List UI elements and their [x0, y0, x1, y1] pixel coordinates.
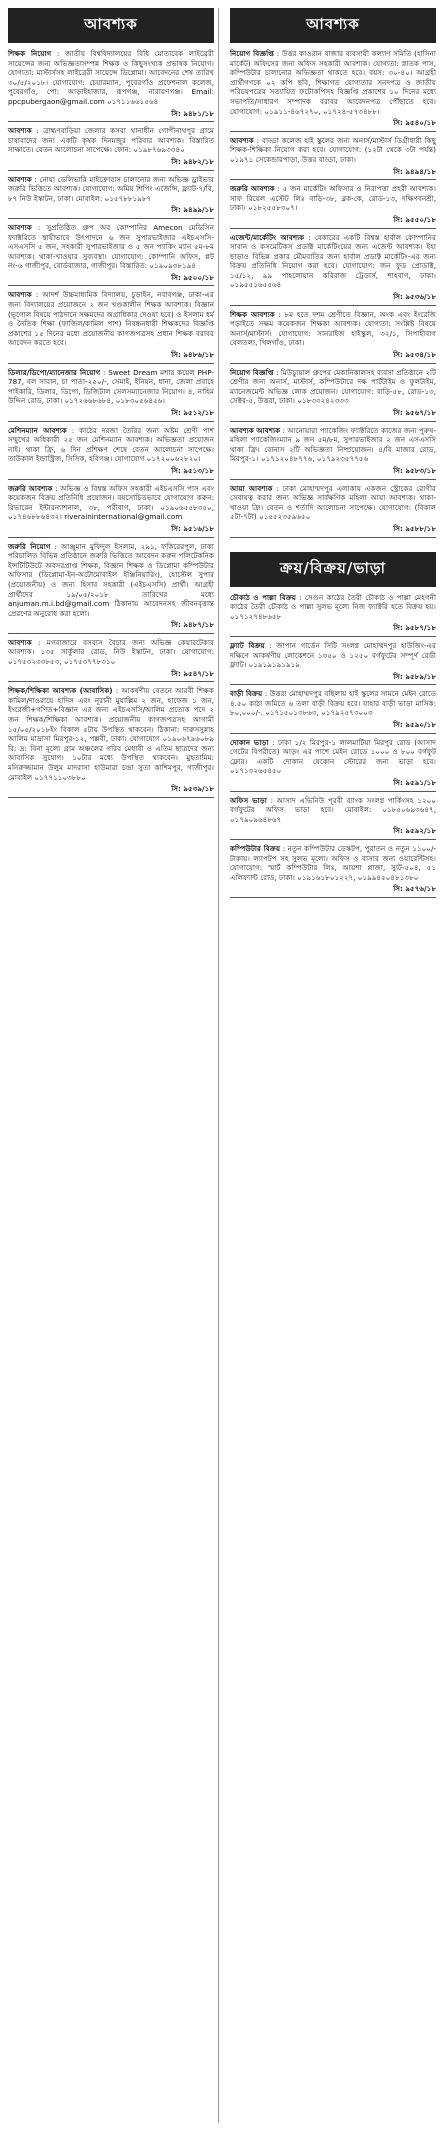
ad-text: বেকারের একটি বিশ্বস্ত হার্বাল কোম্পানির সাবান ও কসমেটিকস প্রডাক্ট মার্কেটিংয়ের জন্য এজেন্ট আবশ্যক। ইহা ছাড়াও বিভিন্ন প্রকার মৌমবাতির জন্য হার্বাল প্রডাক্ট মার্কেটিং-এর জন্য বিক্রয় প্রতিনিধি নিয়োগ করা হবে। যোগাযোগ: জন ফুড প্রোডাক্ট, ১৫/১২, ৯৯ পাহলোয়ান কবিরাজ ট্রেডার্স, শাহবাগ, ঢাকা। ০১৯৫৫১৬৫৫৬৪ — [230, 232, 436, 290]
classified-ad — [8, 484, 214, 538]
ad-separator — [230, 791, 436, 792]
ad-text: আনোয়ারা প্যাকেজিং ফ্যাক্টরিতে কাজের জন্য পুরুষ-মহিলা প্যাকেজিংম্যান ৯ জন ৫ম/৮ম, সুপারভাইজার ২ জন এসএসসি থাকা ফ্রি। বোনাস ২টি অভিজ্ঞতা নিষ্প্রয়োজন। ৪/বি মাজার রোড, মিরপুর-১। ০১৭১২০৪৮৭৭৬, ০১৭৯২৩৫৭৭৫৬ — [230, 425, 436, 464]
ad-body: জরুরি নিয়োগ : আঞ্জুমান মুফিদুল ইসলাম, ২৯১, ফকিরেরপুল, ঢাকা পরিচালিত বিভিন্ন প্রতিষ্ঠানে জরুরি ভিত্তিতে আবেদন করুন পলিটেকনিক ইন্সটিটিউটে অবসরপ্রাপ্ত শিক্ষক, বিজ্ঞান শিক্ষক ও ডিপ্লোমা কম্পিউটার অফিসার (ডিপ্লোমা-ইন-অটোমোবাইল ইঞ্জিনিয়ারিং), হোস্টেল সুপার (প্রয়োজনীয়) ও জন্য হিসাব সহকারী (এইচএসসি) প্রার্থী। আগ্রহী প্রার্থীদের ১৯/০৫/২০১৮ তারিখের মধ্যে anjuman.m.i.bd@gmail.com ঠিকানায় আবেদনসহ জীবনবৃত্তান্ত প্রেরণের অনুরোধ করা হলো। — [8, 541, 214, 618]
ad-reference: সি: ৯৫০০/১৮ — [171, 272, 214, 282]
ad-title: শিক্ষক নিয়োগ — [8, 49, 52, 58]
ad-separator — [230, 179, 436, 180]
ad-body: শিক্ষক আবশ্যক : ৮ম হতে দশম শ্রেণীতে বিজ্ঞান, অংক এবং ইংরেজি পড়াইতে সক্ষম কয়েকজন শিক্ষকা আবশ্যক। যোগ্যতা: সংশ্লিষ্ট বিষয়ে অনার্স/মাস্টার্স। যোগাযোগ: সানরাইজ হাইস্কুল, ৩২/১, সিপাহীবাগ বেলতলা, খিলগাঁও, ঢাকা। — [230, 309, 436, 348]
ad-body: চৌকাঠ ও পাল্লা বিক্রয় : সেগুন কাঠের তৈরী চৌকাঠ ও পাল্লা মেহগনী কাঠের তৈরী চৌকাঠ ও পাল্লা সুলভ মূল্যে নিজ ফ্যাক্টরি হতে বিক্রয় হয়। ০১৭১২৭৪৮৬৫৮ — [230, 592, 437, 621]
ad-body: নিয়োগ বিজ্ঞপ্তি : মিউচ্যুয়াল গ্রুপের মেকানিকালসহ ব্যবসা প্রতিষ্ঠানে ২টি শ্রেণীর জন্য অনার্স, মাস্টার্স, কম্পিউটারে দক্ষ পার্টটাইম ও ফুলটাইম, ম্যানেজমেন্ট অভিজ্ঞ লোক প্রয়োজন। যোগাযোগ: বাড়ি-৫৮, রোড-১৩, সেক্টর-৫, উত্তরা, ঢাকা। ০১৮৩৩২৪২৩৩৩ — [230, 367, 436, 406]
ad-reference: সি: ৯৫৮৩/১৮ — [393, 465, 436, 475]
ad-body: আবশ্যক : সুপ্রতিষ্ঠিত গ্রুপ অব কোম্পানির Amecon মেডিসিন ফ্যাক্টরিতে স্থায়ীভাবে উৎপাদনে ৬ জন সুপারভাইজার এইচএসসি-এসএসসি ৫ জন, সহকারী সুপারভাইজার ও ৫ জন প্যাকিং ম্যান ৫ম-৮ম আবশ্যক। থাকা-খাওয়ার সুব্যবস্থা। যোগাযোগ: কোম্পানি অফিস, প্লট নং-৬ গাজীপুর, বোর্ডবাজার, গাজীপুর। বিস্তারিত: ০১৯০৯৩৮১৯৪ — [8, 222, 214, 271]
ad-reference: সি: ৯৪৮১/১৮ — [171, 108, 214, 118]
ad-text: ঢাকা মোহাম্মদপুর এলাকায় একজন স্ট্রোকের রোগীর সেবাযত্ন করার জন্য অভিজ্ঞ সার্বক্ষণিক মহিলা আয়া আবশ্যক। থাকা-খাওয়া ফ্রি। বেতন ও শর্তাদি আলোচনা সাপেক্ষে। যোগাযোগ: (বিকাল ৫টা-৭টা) ০১৫৫২৩৫৯৬৫০ — [230, 483, 436, 522]
ad-title: শিক্ষক/শিক্ষিকা আবশ্যক (আবাসিক) — [8, 686, 113, 696]
ad-text: জাতীয় বিশ্ববিদ্যালয়ের বিধি মোতাবেক লাইব্রেরী সায়েন্সের জন্য অভিজ্ঞতাসম্পন্ন শিক্ষক ও কিছুসংখ্যক প্রভাষক নিয়োগ। যোগ্যতা: মাস্টার্সসহ লাইব্রেরী সায়েন্সে ডিপ্লোমা। আবেদনের শেষ তারিখ ৩০/৫/২০১৮। যোগাযোগ: চেয়ারম্যান, পুবেরগাঁও প্রফেশনাল কলেজ, পুবেরগাঁও, পো: আড়াইহাজার, রূপগঞ্জ, নারায়ণগঞ্জ। Email: ppcpubergaon@gmail.com ০১৭১১৬৬১৫৬৪ — [8, 49, 214, 106]
ad-body: আবশ্যক আবশ্যক : আনোয়ারা প্যাকেজিং ফ্যাক্টরিতে কাজের জন্য পুরুষ-মহিলা প্যাকেজিংম্যান ৯ জন ৫ম/৮ম, সুপারভাইজার ২ জন এসএসসি থাকা ফ্রি। বোনাস ২টি অভিজ্ঞতা নিষ্প্রয়োজন। ৪/বি মাজার রোড, মিরপুর-১। ০১৭১২০৪৮৭৭৬, ০১৭৯২৩৫৭৭৫৬ — [230, 425, 436, 464]
ad-text: ৫ জন মার্কেটিং অফিসার ও নিরাপত্তা প্রহরী আবশ্যক। সাফ রিয়েল এস্টেট লিঃ বাড়ি-৩৮, ব্লক-কে, রোড-১৩, দক্ষিণবনশ্রী, ঢাকা। ০১৮২৫৫৮৩০৭। — [230, 184, 436, 213]
classified-ad — [8, 223, 214, 287]
ad-reference: সি: ৯৫৫০/১৮ — [393, 214, 436, 224]
ad-body: শিক্ষক নিয়োগ : জাতীয় বিশ্ববিদ্যালয়ের বিধি মোতাবেক লাইব্রেরী সায়েন্সের জন্য অভিজ্ঞতাসম্পন্ন শিক্ষক ও কিছুসংখ্যক প্রভাষক নিয়োগ। যোগ্যতা: মাস্টার্সসহ লাইব্রেরী সায়েন্সে ডিপ্লোমা। আবেদনের শেষ তারিখ ৩০/৫/২০১৮। যোগাযোগ: চেয়ারম্যান, পুবেরগাঁও প্রফেশনাল কলেজ, পুবেরগাঁও, পো: আড়াইহাজার, রূপগঞ্জ, নারায়ণগঞ্জ। Email: ppcpubergaon@gmail.com ০১৭১১৬৬১৫৬৪ — [8, 49, 214, 106]
ad-title: আবশ্যক — [230, 135, 254, 145]
ad-separator — [8, 537, 214, 538]
ad-title: কম্পিউটার বিক্রয় — [230, 844, 281, 853]
ad-reference: সি: ৯৫৮৭/১৮ — [393, 623, 436, 633]
ad-text: মগবাজারে বসবাস বৈচার জন্য অভিজ্ঞ কেয়ারটেকার আবশ্যক। ১৩৫ সার্কুলার রোড, নিউ ইস্কাটন, ঢাকা। যোগাযোগ: ০১৭৫৩২৩৩৮৫৩, ০১৭৫৩৭৭৮৩১০ — [8, 637, 214, 667]
ad-title: জরুরি আবশ্যক — [230, 184, 275, 194]
ad-text: উত্তর কাওরান বাজার ব্যবসায়ী কল্যাণ সমিতি (হাসিনা মার্কেট) অফিসের জন্য অফিস সহকারী আবশ্যক। যোগ্যতা: স্নাতক পাস, কম্পিউটার চালানোর অভিজ্ঞতা থাকতে হবে। বয়স: ৩০-৪০। আগ্রহী প্রার্থীগণকে ০২ কপি ছবি, শিক্ষাগত যোগ্যতার সনদপত্র ও জাতীয় পরিচয়পত্রের সত্যায়িত ফটোকপিসহ বিজ্ঞপ্তি প্রকাশের ১০ দিনের মধ্যে সভাপতি/সাধারণ সম্পাদক বরাবর আবেদনপত্র পৌঁছাতে হবে। যোগাযোগ: ০১৯১১-৪৬৭২৭০, ০১৭২৪-৫৭৩৪৮৮। — [230, 49, 436, 116]
ad-title: আবশ্যক — [8, 637, 32, 647]
ad-separator — [230, 733, 436, 734]
classified-ad — [230, 689, 436, 733]
ad-text: আদর্শ উচ্চমাধ্যমিক বিদ্যালয়, চুড়াইন, নবাবগঞ্জ, ঢাকা-এর জন্য বিদ্যালয়ের প্রয়োজনে ২ জন খণ্ডকালীন শিক্ষক আবশ্যক। বিজ্ঞান (ভূগোল বিষয়ে পাঠদানে সক্ষমদের অগ্রাধিকার দেওয়া হবে) ও ইসলাম ধর্ম ও নৈতিক শিক্ষা (ফাজিল/কামিল পাশ) নিবন্ধনধারী শিক্ষকদের বিজ্ঞপ্তি প্রকাশের ১৫ দিনের মধ্যে প্রয়োজনীয় কাগজপত্রসহ প্রধান শিক্ষক বরাবর আবেদন করতে হবে। — [8, 290, 214, 348]
ad-body: এজেন্ট/মার্কেটিং আবশ্যক : বেকারের একটি বিশ্বস্ত হার্বাল কোম্পানির সাবান ও কসমেটিকস প্রডাক্ট মার্কেটিংয়ের জন্য এজেন্ট আবশ্যক। ইহা ছাড়াও বিভিন্ন প্রকার মৌমবাতির জন্য হার্বাল প্রডাক্ট মার্কেটিং-এর জন্য বিক্রয় প্রতিনিধি নিয়োগ করা হবে। যোগাযোগ: জন ফুড প্রোডাক্ট, ১৫/১২, ৯৯ পাহলোয়ান কবিরাজ ট্রেডার্স, শাহবাগ, ঢাকা। ০১৯৫৫১৬৫৫৬৪ — [230, 232, 436, 290]
ad-text: কাঠের দরজা তৈরির জন্য অষ্টম শ্রেণী পাশ সম্মুখের অধিকারী ২৫ জন মেশিনম্যান আবশ্যক। অভিজ্ঞতা প্রয়োজন নাই। থাকা ফ্রি, ৬ দিন প্রশিক্ষণ শেষে বেতন আলোচনা সাপেক্ষে। তাউকাল ইন্ডাস্ট্রিজ, সিসিক, হবিগঞ্জ। যোগাযোগ ০১৭২০০৬২৮২০। — [8, 425, 214, 464]
classified-ad — [8, 126, 214, 170]
ad-reference: সি: ৯৫৩৯/১৮ — [171, 784, 214, 794]
classified-ad — [230, 184, 436, 228]
ad-title: নিয়োগ বিজ্ঞপ্তি — [230, 367, 274, 377]
ad-reference: সি: ৯৪৯৪/১৮ — [393, 166, 436, 176]
classified-ad — [8, 686, 214, 798]
ad-body: অফিস ভাড়া : আসাদ এভিনিউ পূরবী ব্যাংক সংলগ্ন পার্কিংসহ ১২০০ বর্গফুটের অফিস ভাড়া হবে। মোবাইল: ০১৮৫০৬৯৩৬৪৭, ০১৭৯০৯৬৪৮৬৭ — [230, 795, 436, 824]
ad-title: এজেন্ট/মার্কেটিং আবশ্যক — [230, 232, 305, 242]
ad-title: আবশ্যক — [8, 290, 32, 300]
right-column-header-top: আবশ্যক — [230, 8, 436, 43]
ad-reference: সি: ৯৫৮৯/১৮ — [393, 671, 436, 681]
ad-separator — [230, 537, 436, 538]
ad-separator — [8, 121, 214, 122]
ad-text: সুপ্রতিষ্ঠিত গ্রুপ অব কোম্পানির Amecon মেডিসিন ফ্যাক্টরিতে স্থায়ীভাবে উৎপাদনে ৬ জন সুপারভাইজার এইচএসসি-এসএসসি ৫ জন, সহকারী সুপারভাইজার ও ৫ জন প্যাকিং ম্যান ৫ম-৮ম আবশ্যক। থাকা-খাওয়ার সুব্যবস্থা। যোগাযোগ: কোম্পানি অফিস, প্লট নং-৬ গাজীপুর, বোর্ডবাজার, গাজীপুর। বিস্তারিত: ০১৯০৯৩৮১৯৪ — [8, 222, 214, 271]
classified-ad — [8, 426, 214, 480]
ad-text: আকর্ষণীয় বেতনে আরবী শিক্ষক কামিল/দাওরায়ে হাদিস এবং নূরানী মুয়াল্লিম ২ জন, হাফেজ ১ জন, ইংরেজী+গণিত+বিজ্ঞান এর জন্য এইচএসসি/আলিম প্রত্যেক পদে ২ জন শিক্ষক/শিক্ষিকা আবশ্যক। প্রয়োজনীয় কাগজপত্রসহ আগামী ১৫/০৫/২০১৮ইং বিকাল ৫টায় উপস্থিত থাকবেন। ঠিকানা: দারুসসুন্নাহ আলিম মাদ্রাসা মিরপুর-১২, পল্লবী, ঢাকা। যোগাযোগ ০১৯০৬৭৯৬০৮৯ বি: দ্র: বিনা মূল্যে গ্রাম অঞ্চলের গরিব মেধাবী ও এতিম ছাত্রদের জন্য আবাসিক সুযোগ। ১০টার মধ্যে উপস্থিত থাকবেন। মুহতামিম: মনিরুজ্জামান উলুম মাদরাসা হাউমারা চন্দ্রা সুতা কাশিমপুর, গাজীপুর। মোবাইল ০১৭৭১১০৩৮৮০ — [8, 686, 214, 782]
ad-separator — [8, 681, 214, 682]
ad-text: বাড্ডা কলেজ হাই স্কুলের জন্য অনার্স/মাস্টার্স ডিগ্রীধারী কিছু শিক্ষক-শিক্ষিকা নিয়োগ করা হবে। যোগাযোগ: (১২টা থেকে ৩টা পর্যন্ত) ০১৯৭১ সেকেন্ডারপাড়া, উত্তর বাড্ডা, ঢাকা। — [230, 135, 437, 164]
ad-title: মেশিনম্যান আবশ্যক — [8, 425, 67, 435]
ad-title: ডিলার/ডিপো/ম্যানেজার নিয়োগ — [8, 367, 101, 377]
ad-separator — [8, 285, 214, 286]
ad-body: শিক্ষক/শিক্ষিকা আবশ্যক (আবাসিক) : আকর্ষণীয় বেতনে আরবী শিক্ষক কামিল/দাওরায়ে হাদিস এবং নূরানী মুয়াল্লিম ২ জন, হাফেজ ১ জন, ইংরেজী+গণিত+বিজ্ঞান এর জন্য এইচএসসি/আলিম প্রত্যেক পদে ২ জন শিক্ষক/শিক্ষিকা আবশ্যক। প্রয়োজনীয় কাগজপত্রসহ আগামী ১৫/০৫/২০১৮ইং বিকাল ৫টায় উপস্থিত থাকবেন। ঠিকানা: দারুসসুন্নাহ আলিম মাদ্রাসা মিরপুর-১২, পল্লবী, ঢাকা। যোগাযোগ ০১৯০৬৭৯৬০৮৯ বি: দ্র: বিনা মূল্যে গ্রাম অঞ্চলের গরিব মেধাবী ও এতিম ছাত্রদের জন্য আবাসিক সুযোগ। ১০টার মধ্যে উপস্থিত থাকবেন। মুহতামিম: মনিরুজ্জামান উলুম মাদরাসা হাউমারা চন্দ্রা সুতা কাশিমপুর, গাজীপুর। মোবাইল ০১৭৭১১০৩৮৮০ — [8, 686, 214, 782]
ad-title: আবশ্যক আবশ্যক — [230, 425, 281, 435]
ad-body: আয়া আবশ্যক : ঢাকা মোহাম্মদপুর এলাকায় একজন স্ট্রোকের রোগীর সেবাযত্ন করার জন্য অভিজ্ঞ সার্বক্ষণিক মহিলা আয়া আবশ্যক। থাকা-খাওয়া ফ্রি। বেতন ও শর্তাদি আলোচনা সাপেক্ষে। যোগাযোগ: (বিকাল ৫টা-৭টা) ০১৫৫২৩৫৯৬৫০ — [230, 483, 436, 522]
classified-ad — [230, 136, 436, 180]
right-column-header-bottom: ক্রয়/বিক্রয়/ভাড়া — [230, 552, 436, 587]
ad-body: আবশ্যক : আদর্শ উচ্চমাধ্যমিক বিদ্যালয়, চুড়াইন, নবাবগঞ্জ, ঢাকা-এর জন্য বিদ্যালয়ের প্রয়োজনে ২ জন খণ্ডকালীন শিক্ষক আবশ্যক। বিজ্ঞান (ভূগোল বিষয়ে পাঠদানে সক্ষমদের অগ্রাধিকার দেওয়া হবে) ও ইসলাম ধর্ম ও নৈতিক শিক্ষা (ফাজিল/কামিল পাশ) নিবন্ধনধারী শিক্ষকদের বিজ্ঞপ্তি প্রকাশের ১৫ দিনের মধ্যে প্রয়োজনীয় কাগজপত্রসহ প্রধান শিক্ষক বরাবর আবেদন করতে হবে। — [8, 290, 214, 348]
ad-body: আবশ্যক : বাড্ডা কলেজ হাই স্কুলের জন্য অনার্স/মাস্টার্স ডিগ্রীধারী কিছু শিক্ষক-শিক্ষিকা নিয়োগ করা হবে। যোগাযোগ: (১২টা থেকে ৩টা পর্যন্ত) ০১৯৭১ সেকেন্ডারপাড়া, উত্তর বাড্ডা, ঢাকা। — [230, 135, 437, 164]
ad-title: ফ্ল্যাট বিক্রয় — [230, 640, 265, 650]
classified-ad — [230, 796, 436, 840]
ad-body: কম্পিউটার বিক্রয় : নতুন কম্পিউটার ডেস্কটপ, পুরাতন ও নতুন ১১০০/- টাকায়। ল্যাপটপ সহ সুলভ মূল্যে। অফিস ও বাসার জন্য ওয়ারেন্টিসহ। যোগাযোগ: স্মার্ট কম্পিউটার লিঃ, আয়শা প্লাজা, স্যুট-৫০৪, ৫১ এলিফ্যান্ট রোড, ঢাকা। ০১৯১৬১৮০১২২৭, ০১৯৯৪৫০৪৮১৩৮০ — [230, 844, 436, 882]
ad-title: আবশ্যক — [8, 126, 32, 136]
ad-separator — [230, 228, 436, 229]
ad-title: শিক্ষক আবশ্যক — [230, 309, 275, 319]
ad-separator — [230, 684, 436, 685]
left-column — [8, 8, 214, 802]
right-ads-bottom-list — [230, 593, 436, 898]
ad-text: নোয়া ডেলিভারি মাইক্রোবাস চালানোর জন্য অভিজ্ঞ ড্রাইভার জরুরি ভিত্তিতে আবশ্যক। যোগাযোগ: অমিয় শিপিং এজেন্সি, ফ্ল্যাট-৭/বি, ৮৭ নিউ ইস্কাটন, ঢাকা। মোবাইল: ০১৫৭৮৮১৯৮৭ — [8, 174, 214, 203]
ad-reference: সি: ৯৫৩৬/১৮ — [393, 292, 436, 302]
ad-body: নিয়োগ বিজ্ঞপ্তি : উত্তর কাওরান বাজার ব্যবসায়ী কল্যাণ সমিতি (হাসিনা মার্কেট) অফিসের জন্য অফিস সহকারী আবশ্যক। যোগ্যতা: স্নাতক পাস, কম্পিউটার চালানোর অভিজ্ঞতা থাকতে হবে। বয়স: ৩০-৪০। আগ্রহী প্রার্থীগণকে ০২ কপি ছবি, শিক্ষাগত যোগ্যতার সনদপত্র ও জাতীয় পরিচয়পত্রের সত্যায়িত ফটোকপিসহ বিজ্ঞপ্তি প্রকাশের ১০ দিনের মধ্যে সভাপতি/সাধারণ সম্পাদক বরাবর আবেদনপত্র পৌঁছাতে হবে। যোগাযোগ: ০১৯১১-৪৬৭২৭০, ০১৭২৪-৫৭৩৪৮৮। — [230, 49, 436, 116]
ad-body: বাড়ী বিক্রয় : উত্তরা মোহাম্মদপুর বছিলায় হাই স্কুলের সামনে মেইন রোডে ৪.৫০ কাঠা জমিতে ৬ তলা বাড়ী বিক্রয় হবে। যাহার বাড়ী ভাড়া মাসিক: ৮০,০০০/-. ০১৭১৫০১৩৮৬৩, ০১৭৯২৫৭৩০০৩ — [230, 689, 436, 718]
left-column-header: আবশ্যক — [8, 8, 214, 43]
ad-reference: সি: ৯৫১৬/১৮ — [171, 523, 214, 533]
ad-title: জরুরি নিয়োগ — [8, 541, 51, 551]
column-divider — [218, 8, 219, 2123]
ad-reference: সি: ৯৪৮৭/১৮ — [171, 620, 214, 630]
ad-text: Sweet Dream মশার কয়েল PHP-787, বল সাবান, চা পাতা-২৫০/-, সেমাই, ইনিয়ন, ধানা, জেলা প্রবাহে পাইকারি, ডিলার, ডিপো, ডিজিটাল সেলসম্যানেজার নিয়োগ। ৪, নাহিম উদ্দিন রোড, ঢাকা। ০১৭২৬৬৮৬৮৪, ০১৮৩০৫৬৪৫৬। — [8, 367, 214, 406]
ad-separator — [230, 636, 436, 637]
ad-body: জরুরি আবশ্যক : ৫ জন মার্কেটিং অফিসার ও নিরাপত্তা প্রহরী আবশ্যক। সাফ রিয়েল এস্টেট লিঃ বাড়ি-৩৮, ব্লক-কে, রোড-১৩, দক্ষিণবনশ্রী, ঢাকা। ০১৮২৫৫৮৩০৭। — [230, 184, 436, 213]
ad-reference: সি: ৯৫৪৭/১৮ — [171, 668, 214, 678]
ad-body: জরুরি আবশ্যক : অভিজ্ঞ ও বিশ্বস্ত অফিস সহকারী এইচএসসি পাস এবং কয়েকজন বিক্রয় প্রতিনিধি প্রয়োজন। বয়সোচিতভাবে যোগাযোগ করুন: রিভারেন ইন্টারন্যাশনাল, ৩৮, পরীবাগ, ঢাকা। ০১৯০৬৫৫৮৩৫০, ০১৭৪৬৮৮৬৪৩২। riveraininternational@gmail.com — [8, 483, 214, 522]
ad-separator — [230, 305, 436, 306]
classified-ad — [230, 49, 436, 132]
ad-title: অফিস ভাড়া — [230, 795, 267, 805]
ad-body: আবশ্যক : মগবাজারে বসবাস বৈচার জন্য অভিজ্ঞ কেয়ারটেকার আবশ্যক। ১৩৫ সার্কুলার রোড, নিউ ইস্কাটন, ঢাকা। যোগাযোগ: ০১৭৫৩২৩৩৮৫৩, ০১৭৫৩৭৭৮৩১০ — [8, 637, 214, 667]
ad-reference: সি: ৯৫৯০/১৮ — [393, 720, 436, 730]
ad-separator — [8, 363, 214, 364]
ad-text: আসাদ এভিনিউ পূরবী ব্যাংক সংলগ্ন পার্কিংসহ ১২০০ বর্গফুটের অফিস ভাড়া হবে। মোবাইল: ০১৮৫০৬৯৩৬৪৭, ০১৭৯০৯৬৪৮৬৭ — [230, 795, 436, 824]
classified-ad — [230, 310, 436, 364]
classified-ad — [230, 233, 436, 306]
classified-ad — [8, 49, 214, 122]
ad-title: আয়া আবশ্যক — [230, 483, 273, 493]
ad-title: চৌকাঠ ও পাল্লা বিক্রয় — [230, 592, 297, 602]
right-ads-top-list — [230, 49, 436, 538]
ad-reference: সি: ৯৪৮৬/১৮ — [171, 350, 214, 360]
ad-separator — [8, 479, 214, 480]
ad-title: দোকান ভাড়া — [230, 737, 269, 747]
ad-reference: সি: ৯৫৬৭/১৮ — [393, 408, 436, 417]
ad-body: আবশ্যক : নোয়া ডেলিভারি মাইক্রোবাস চালানোর জন্য অভিজ্ঞ ড্রাইভার জরুরি ভিত্তিতে আবশ্যক। যোগাযোগ: অমিয় শিপিং এজেন্সি, ফ্ল্যাট-৭/বি, ৮৭ নিউ ইস্কাটন, ঢাকা। মোবাইল: ০১৫৭৮৮১৯৮৭ — [8, 174, 214, 203]
classified-ad — [230, 484, 436, 538]
ad-reference: সি: ৯৫১২/১৮ — [171, 408, 214, 417]
ad-text: সেগুন কাঠের তৈরী চৌকাঠ ও পাল্লা মেহগনী কাঠের তৈরী চৌকাঠ ও পাল্লা সুলভ মূল্যে নিজ ফ্যাক্টরি হতে বিক্রয় হয়। ০১৭১২৭৪৮৬৫৮ — [230, 592, 437, 621]
ad-separator — [230, 897, 436, 898]
ad-text: আঞ্জুমান মুফিদুল ইসলাম, ২৯১, ফকিরেরপুল, ঢাকা পরিচালিত বিভিন্ন প্রতিষ্ঠানে জরুরি ভিত্তিতে আবেদন করুন পলিটেকনিক ইন্সটিটিউটে অবসরপ্রাপ্ত শিক্ষক, বিজ্ঞান শিক্ষক ও ডিপ্লোমা কম্পিউটার অফিসার (ডিপ্লোমা-ইন-অটোমোবাইল ইঞ্জিনিয়ারিং), হোস্টেল সুপার (প্রয়োজনীয়) ও জন্য হিসাব সহকারী (এইচএসসি) প্রার্থী। আগ্রহী প্রার্থীদের ১৯/০৫/২০১৮ তারিখের মধ্যে anjuman.m.i.bd@gmail.com ঠিকানায় আবেদনসহ জীবনবৃত্তান্ত প্রেরণের অনুরোধ করা হলো। — [8, 541, 214, 618]
classified-ad — [8, 175, 214, 219]
ad-reference: সি: ৯৫৯১/১৮ — [393, 778, 436, 788]
ad-reference: সি: ৯৫১৩/১৮ — [171, 465, 214, 475]
classified-ad — [230, 641, 436, 685]
classified-ad — [8, 290, 214, 363]
ad-title: আবশ্যক — [8, 222, 32, 232]
classified-ad — [230, 593, 436, 637]
ad-title: নিয়োগ বিজ্ঞপ্তি — [230, 49, 275, 58]
ad-text: নতুন কম্পিউটার ডেস্কটপ, পুরাতন ও নতুন ১১০০/- টাকায়। ল্যাপটপ সহ সুলভ মূল্যে। অফিস ও বাসার জন্য ওয়ারেন্টিসহ। যোগাযোগ: স্মার্ট কম্পিউটার লিঃ, আয়শা প্লাজা, স্যুট-৫০৪, ৫১ এলিফ্যান্ট রোড, ঢাকা। ০১৯১৬১৮০১২২৭, ০১৯৯৪৫০৪৮১৩৮০ — [230, 844, 436, 882]
ad-body: মেশিনম্যান আবশ্যক : কাঠের দরজা তৈরির জন্য অষ্টম শ্রেণী পাশ সম্মুখের অধিকারী ২৫ জন মেশিনম্যান আবশ্যক। অভিজ্ঞতা প্রয়োজন নাই। থাকা ফ্রি, ৬ দিন প্রশিক্ষণ শেষে বেতন আলোচনা সাপেক্ষে। তাউকাল ইন্ডাস্ট্রিজ, সিসিক, হবিগঞ্জ। যোগাযোগ ০১৭২০০৬২৮২০। — [8, 425, 214, 464]
right-column — [230, 8, 436, 902]
ad-text: ঢাকা ১/২ মিরপুর-১ লালমাটিয়া মিরপুর রোড (আসাদ গেটের বিপরীতে) আড়ং এর পাশে মেইন রোডে ১০০০ ও ৮০০ বর্গফুট ফ্লোর। একটি দোকান যেকোন স্টোরের জন্য ভাড়া হবে। ০১৭১৩২৬৫৪৫০ — [230, 737, 436, 776]
classified-ad — [8, 542, 214, 634]
classified-ad — [230, 368, 436, 422]
ad-text: ব্রাহ্মণবাড়িয়া জেলার কসবা থানাধীন গোপীনাথপুর গ্রামে চাষাবাদের জন্য একটি কৃষক দিনমজুর পরিবার আবশ্যক। বিস্তারিত সাক্ষাতে। বেতন আলোচনা সাপেক্ষে। ফোন: ০১৯৮৭৬৯৩৩৪০ — [8, 126, 214, 155]
ad-separator — [8, 170, 214, 171]
ad-reference: সি: ৯৫৩৪/১৮ — [393, 350, 436, 360]
ad-reference: সি: ৯৪৯৯/১৮ — [171, 205, 214, 215]
ad-separator — [230, 421, 436, 422]
classified-ad — [230, 738, 436, 792]
classified-ad — [230, 426, 436, 480]
ad-reference: সি: ৯৫৭৬/১৮ — [393, 884, 436, 894]
classified-ad — [8, 368, 214, 422]
ad-separator — [230, 479, 436, 480]
ad-separator — [8, 633, 214, 634]
classified-ad — [8, 638, 214, 682]
ad-text: মিউচ্যুয়াল গ্রুপের মেকানিকালসহ ব্যবসা প্রতিষ্ঠানে ২টি শ্রেণীর জন্য অনার্স, মাস্টার্স, কম্পিউটারে দক্ষ পার্টটাইম ও ফুলটাইম, ম্যানেজমেন্ট অভিজ্ঞ লোক প্রয়োজন। যোগাযোগ: বাড়ি-৫৮, রোড-১৩, সেক্টর-৫, উত্তরা, ঢাকা। ০১৮৩৩২৪২৩৩৩ — [230, 367, 436, 406]
ad-text: উত্তরা মোহাম্মদপুর বছিলায় হাই স্কুলের সামনে মেইন রোডে ৪.৫০ কাঠা জমিতে ৬ তলা বাড়ী বিক্রয় হবে। যাহার বাড়ী ভাড়া মাসিক: ৮০,০০০/-. ০১৭১৫০১৩৮৬৩, ০১৭৯২৫৭৩০০৩ — [230, 689, 436, 718]
ad-reference: সি: ৯৫৯২/১৮ — [393, 826, 436, 836]
ad-reference: সি: ৯৪৮২/১৮ — [171, 156, 214, 166]
ad-separator — [230, 839, 436, 840]
left-ads-list — [8, 49, 214, 798]
ad-body: দোকান ভাড়া : ঢাকা ১/২ মিরপুর-১ লালমাটিয়া মিরপুর রোড (আসাদ গেটের বিপরীতে) আড়ং এর পাশে মেইন রোডে ১০০০ ও ৮০০ বর্গফুট ফ্লোর। একটি দোকান যেকোন স্টোরের জন্য ভাড়া হবে। ০১৭১৩২৬৫৪৫০ — [230, 737, 436, 776]
ad-body: ফ্ল্যাট বিক্রয় : জাপান গার্ডেন সিটি সংলগ্ন মোহাম্মদপুর হাউজিং-এর দক্ষিণে আকর্ষণীয় লোকেশনে ১৩৫০ ও ১২৫০ বর্গফুটের সম্পূর্ণ রেডী ফ্ল্যাট। ০১৯১৯১৯১৯১৯ — [230, 640, 436, 670]
ad-body: ডিলার/ডিপো/ম্যানেজার নিয়োগ : Sweet Dream মশার কয়েল PHP-787, বল সাবান, চা পাতা-২৫০/-, সেমাই, ইনিয়ন, ধানা, জেলা প্রবাহে পাইকারি, ডিলার, ডিপো, ডিজিটাল সেলসম্যানেজার নিয়োগ। ৪, নাহিম উদ্দিন রোড, ঢাকা। ০১৭২৬৬৮৬৮৪, ০১৮৩০৫৬৪৫৬। — [8, 367, 214, 406]
ad-separator — [230, 363, 436, 364]
ad-text: ৮ম হতে দশম শ্রেণীতে বিজ্ঞান, অংক এবং ইংরেজি পড়াইতে সক্ষম কয়েকজন শিক্ষকা আবশ্যক। যোগ্যতা: সংশ্লিষ্ট বিষয়ে অনার্স/মাস্টার্স। যোগাযোগ: সানরাইজ হাইস্কুল, ৩২/১, সিপাহীবাগ বেলতলা, খিলগাঁও, ঢাকা। — [230, 309, 436, 348]
ad-title: আবশ্যক — [8, 174, 32, 184]
ad-title: বাড়ী বিক্রয় — [230, 689, 263, 699]
ad-separator — [8, 797, 214, 798]
ad-separator — [230, 131, 436, 132]
ad-title: জরুরি আবশ্যক — [8, 483, 53, 493]
ad-text: জাপান গার্ডেন সিটি সংলগ্ন মোহাম্মদপুর হাউজিং-এর দক্ষিণে আকর্ষণীয় লোকেশনে ১৩৫০ ও ১২৫০ বর্গফুটের সম্পূর্ণ রেডী ফ্ল্যাট। ০১৯১৯১৯১৯১৯ — [230, 640, 436, 670]
ad-separator — [8, 421, 214, 422]
ad-reference: সি: ৯৫৪০/১৮ — [393, 118, 436, 128]
classified-ad — [230, 844, 436, 898]
ad-body: আবশ্যক : ব্রাহ্মণবাড়িয়া জেলার কসবা থানাধীন গোপীনাথপুর গ্রামে চাষাবাদের জন্য একটি কৃষক দিনমজুর পরিবার আবশ্যক। বিস্তারিত সাক্ষাতে। বেতন আলোচনা সাপেক্ষে। ফোন: ০১৯৮৭৬৯৩৩৪০ — [8, 126, 214, 155]
ad-text: অভিজ্ঞ ও বিশ্বস্ত অফিস সহকারী এইচএসসি পাস এবং কয়েকজন বিক্রয় প্রতিনিধি প্রয়োজন। বয়সোচিতভাবে যোগাযোগ করুন: রিভারেন ইন্টারন্যাশনাল, ৩৮, পরীবাগ, ঢাকা। ০১৯০৬৫৫৮৩৫০, ০১৭৪৬৮৮৬৪৩২। riveraininternational@gmail.com — [8, 483, 214, 522]
ad-separator — [8, 218, 214, 219]
ad-reference: সি: ৯৫৮৮/১৮ — [393, 523, 436, 533]
